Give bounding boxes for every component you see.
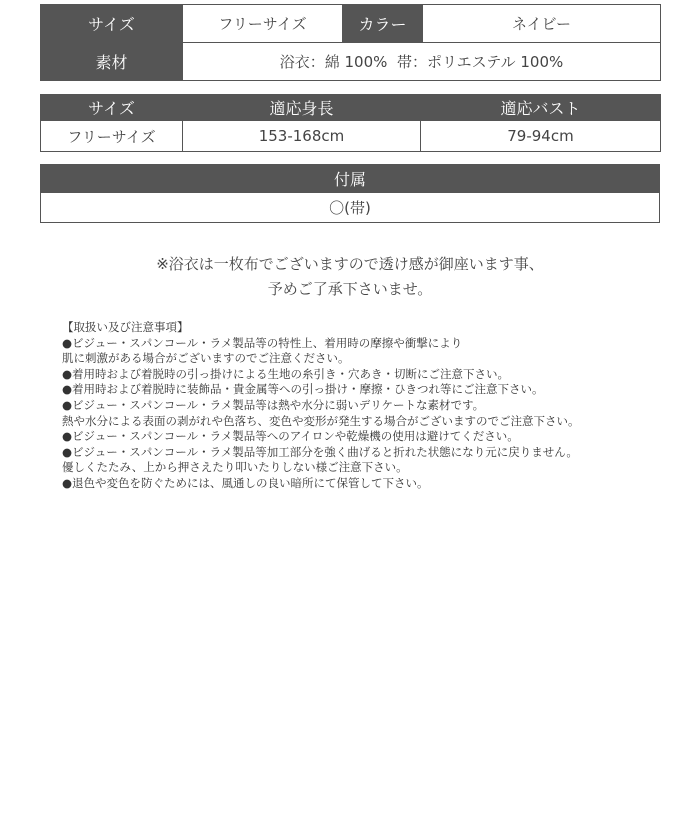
color-value: ネイビー [423, 5, 661, 43]
accessory-table [40, 164, 660, 223]
care-note-line: 肌に刺激がある場合がございますのでご注意ください。 [62, 351, 350, 366]
care-note-line: ●着用時および着脱時の引っ掛けによる生地の糸引き・穴あき・切断にご注意下さい。 [62, 366, 510, 381]
sheer-notice-line2: 予めご了承下さいませ。 [267, 280, 433, 298]
care-notes-heading: 【取扱い及び注意事項】 [62, 320, 189, 334]
sheer-notice-line1: ※浴衣は一枚布でございますので透け感が御座います事、 [156, 255, 544, 273]
fit-header-height: 適応身長 [183, 95, 421, 121]
spec-table [40, 4, 661, 81]
care-note-line: ●ビジュー・スパンコール・ラメ製品等加工部分を強く曲げると折れた状態になり元に戻りません。 [62, 444, 578, 459]
size-value: フリーサイズ [183, 5, 343, 43]
care-note-line: 熱や水分による表面の剥がれや色落ち、変色や変形が発生する場合がございますのでご注意下さい。 [62, 413, 580, 428]
size-label: サイズ [41, 5, 183, 43]
care-note-line: 優しくたたみ、上から押さえたり叩いたりしない様ご注意下さい。 [62, 460, 408, 475]
care-note-line: ●ビジュー・スパンコール・ラメ製品等は熱や水分に弱いデリケートな素材です。 [62, 397, 485, 412]
material-value: 浴衣：綿 100% 帯：ポリエステル 100% [183, 43, 661, 81]
fit-size-value: フリーサイズ [41, 121, 183, 152]
accessory-value: 〇(帯) [41, 193, 660, 223]
accessory-header: 付属 [41, 165, 660, 193]
fit-header-bust: 適応バスト [421, 95, 661, 121]
care-note-line: ●着用時および着脱時に装飾品・貴金属等への引っ掛け・摩擦・ひきつれ等にご注意下さい。 [62, 382, 544, 397]
fit-header-size: サイズ [41, 95, 183, 121]
care-notes [62, 320, 682, 492]
care-note-line: ●退色や変色を防ぐためには、風通しの良い暗所にて保管して下さい。 [62, 475, 429, 490]
fit-height-value: 153-168cm [183, 121, 421, 152]
sheer-notice [0, 252, 700, 302]
fit-bust-value: 79-94cm [421, 121, 661, 152]
care-note-line: ●ビジュー・スパンコール・ラメ製品等へのアイロンや乾燥機の使用は避けてください。 [62, 429, 519, 444]
care-note-line: ●ビジュー・スパンコール・ラメ製品等の特性上、着用時の摩擦や衝撃により [62, 335, 463, 350]
fit-table [40, 94, 661, 152]
material-label: 素材 [41, 43, 183, 81]
color-label: カラー [343, 5, 423, 43]
